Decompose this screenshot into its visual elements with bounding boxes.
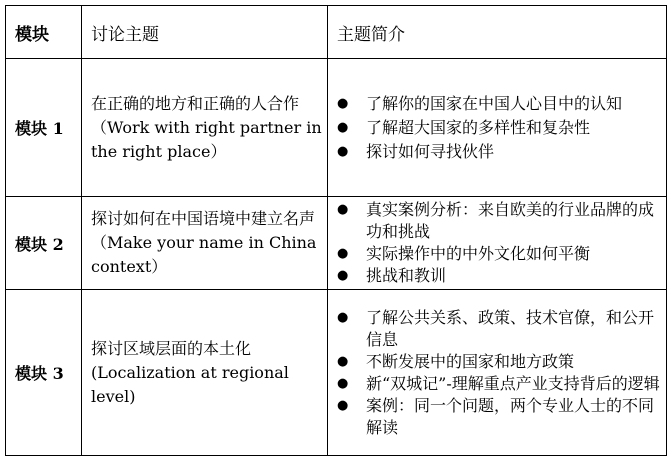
summary-item: ● 案例：同一个问题，两个专业人士的不同解读 — [337, 395, 666, 439]
summary-list — [328, 92, 666, 164]
summary-item: ● 了解公共关系、政策、技术官僚，和公开信息 — [337, 307, 666, 351]
summary-item: ● 实际操作中的中外文化如何平衡 — [337, 243, 666, 265]
summary-item: ● 了解超大国家的多样性和复杂性 — [337, 116, 666, 140]
summary-item: ● 挑战和教训 — [337, 265, 666, 287]
summary-cell — [328, 59, 667, 197]
summary-item: ● 了解你的国家在中国人心目中的认知 — [337, 92, 666, 116]
modules-table — [5, 5, 667, 456]
summary-item: ● 不断发展中的国家和地方政策 — [337, 351, 666, 373]
summary-list — [328, 199, 666, 287]
header-row — [6, 6, 667, 59]
module-label: 模块 2 — [15, 234, 64, 254]
header-module: 模块 — [15, 24, 49, 45]
summary-item: ● 新“双城记”-理解重点产业支持背后的逻辑 — [337, 373, 666, 395]
header-topic-cell — [82, 6, 328, 59]
header-summary: 主题简介 — [337, 24, 405, 45]
table-row — [6, 59, 667, 197]
table-row — [6, 290, 667, 456]
topic-text: 探讨如何在中国语境中建立名声（Make your name in China context） — [91, 209, 317, 276]
module-label: 模块 3 — [15, 364, 64, 383]
table-row — [6, 197, 667, 290]
summary-item: ● 真实案例分析：来自欧美的行业品牌的成功和挑战 — [337, 199, 666, 243]
header-module-cell — [6, 6, 82, 59]
header-summary-cell — [328, 6, 667, 59]
topic-cell — [82, 197, 328, 290]
summary-cell — [328, 197, 667, 290]
topic-text: 在正确的地方和正确的人合作（Work with right partner in the right place） — [91, 93, 322, 161]
topic-cell — [82, 59, 328, 197]
module-cell — [6, 290, 82, 456]
module-label: 模块 1 — [15, 119, 64, 138]
summary-cell — [328, 290, 667, 456]
summary-list — [328, 307, 666, 439]
header-topic: 讨论主题 — [91, 24, 159, 45]
module-cell — [6, 59, 82, 197]
topic-cell — [82, 290, 328, 456]
summary-item: ● 探讨如何寻找伙伴 — [337, 140, 666, 164]
module-cell — [6, 197, 82, 290]
topic-text: 探讨区域层面的本土化 (Localization at regional level) — [91, 338, 289, 406]
